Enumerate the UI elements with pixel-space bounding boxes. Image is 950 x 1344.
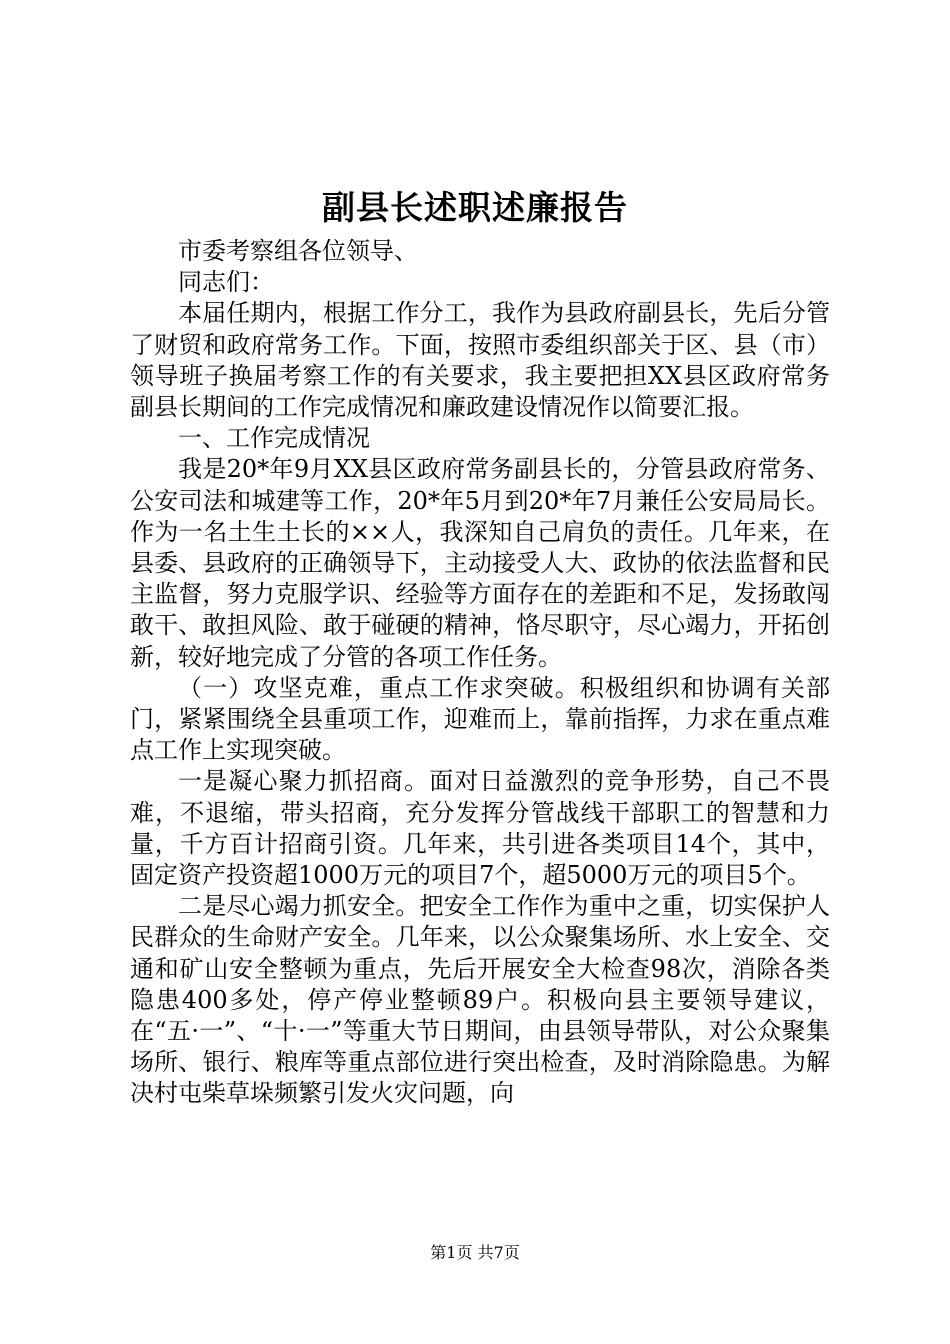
subsection-paragraph: （一）攻坚克难，重点工作求突破。积极组织和协调有关部门，紧紧围绕全县重项工作，迎难而上，靠前指挥，力求在重点难点工作上实现突破。 — [130, 673, 830, 765]
section-heading: 一、工作完成情况 — [178, 424, 370, 453]
document-body — [130, 236, 830, 1110]
intro-paragraph: 本届任期内，根据工作分工，我作为县政府副县长，先后分管了财贸和政府常务工作。下面，按照市委组织部关于区、县（市）领导班子换届考察工作的有关要求，我主要把担XX县区政府常务副县长期间的工作完成情况和廉政建设情况作以简要汇报。 — [130, 299, 830, 422]
page-number: 第1页 共7页 — [430, 1243, 520, 1262]
body-paragraph: 我是20*年9月XX县区政府常务副县长的，分管县政府常务、公安司法和城建等工作，20*年5月到20*年7月兼任公安局局长。作为一名土生土长的××人，我深知自己肩负的责任。几年来，在县委、县政府的正确领导下，主动接受人大、政协的依法监督和民主监督，努力克服学识、经验等方面存在的差距和不足，发扬敢闯敢干、敢担风险、敢于碰硬的精神，恪尽职守，尽心竭力，开拓创新，较好地完成了分管的各项工作任务。 — [130, 455, 830, 671]
salutation-line-1: 市委考察组各位领导、 — [178, 237, 418, 265]
body-paragraph: 一是凝心聚力抓招商。面对日益激烈的竞争形势，自己不畏难，不退缩，带头招商，充分发挥分管战线干部职工的智慧和力量，千方百计招商引资。几年来，共引进各类项目14个，其中，固定资产投资超1000万元的项目7个，超5000万元的项目5个。 — [130, 767, 830, 890]
body-paragraph: 二是尽心竭力抓安全。把安全工作作为重中之重，切实保护人民群众的生命财产安全。几年来，以公众聚集场所、水上安全、交通和矿山安全整顿为重点，先后开展安全大检查98次，消除各类隐患400多处，停产停业整顿89户。积极向县主要领导建议，在“五·一”、“十·一”等重大节日期间，由县领导带队，对公众聚集场所、银行、粮库等重点部位进行突出检查，及时消除隐患。为解决村屯柴草垛频繁引发火灾问题，向 — [130, 892, 830, 1108]
document-title: 副县长述职述廉报告 — [322, 188, 628, 227]
salutation-line-2: 同志们： — [178, 268, 274, 297]
